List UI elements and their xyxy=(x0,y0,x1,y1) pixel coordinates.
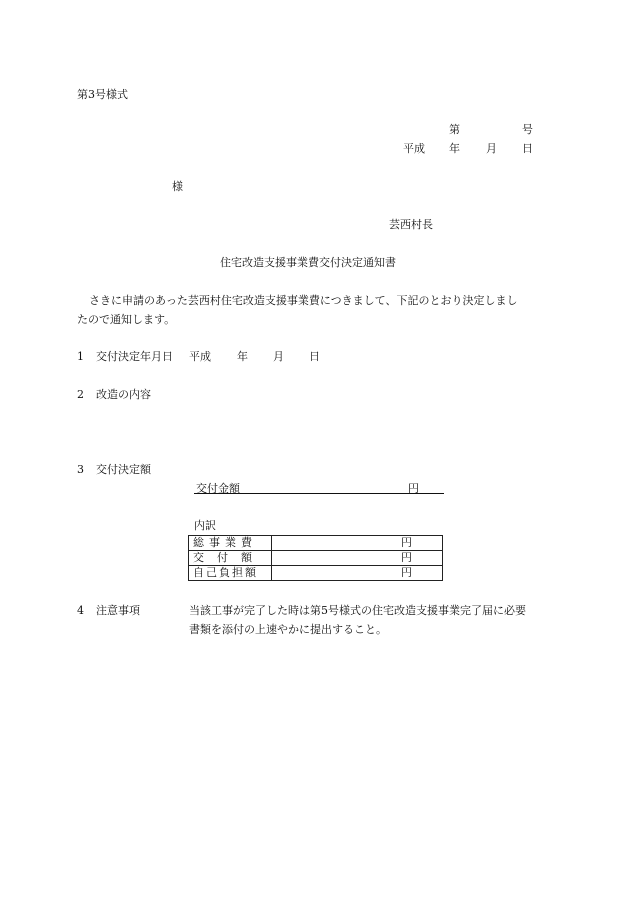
date-month: 月 xyxy=(486,142,497,155)
breakdown-self-unit: 円 xyxy=(272,566,443,581)
breakdown-self-label: 自己負担額 xyxy=(189,566,272,581)
item1-number: 1 xyxy=(77,350,84,363)
breakdown-grant-label: 交付額 xyxy=(189,551,272,566)
date-year: 年 xyxy=(449,142,460,155)
breakdown-row-self xyxy=(189,566,443,581)
document-title: 住宅改造支援事業費交付決定通知書 xyxy=(220,256,396,269)
date-day: 日 xyxy=(522,142,533,155)
amount-unit: 円 xyxy=(408,482,419,495)
item2-label: 改造の内容 xyxy=(96,388,151,401)
breakdown-total-label: 総事業費 xyxy=(189,536,272,551)
date-era: 平成 xyxy=(403,142,425,155)
breakdown-grant-unit: 円 xyxy=(272,551,443,566)
item1-month: 月 xyxy=(273,350,284,363)
amount-underline xyxy=(194,493,444,494)
breakdown-row-grant xyxy=(189,551,443,566)
form-number: 第3号様式 xyxy=(77,88,128,101)
item3-label: 交付決定額 xyxy=(96,463,151,476)
item3-number: 3 xyxy=(77,463,84,476)
item1-label: 交付決定年月日 xyxy=(96,350,173,363)
breakdown-label: 内訳 xyxy=(194,519,216,532)
item1-year: 年 xyxy=(237,350,248,363)
issuer: 芸西村長 xyxy=(389,218,433,231)
item4-label: 注意事項 xyxy=(96,604,140,617)
breakdown-row-total xyxy=(189,536,443,551)
item4-text-line-1: 当該工事が完了した時は第5号様式の住宅改造支援事業完了届に必要 xyxy=(189,604,526,617)
breakdown-total-unit: 円 xyxy=(272,536,443,551)
body-line-1: さきに申請のあった芸西村住宅改造支援事業費につきまして、下記のとおり決定しまし xyxy=(89,294,518,307)
item1-day: 日 xyxy=(309,350,320,363)
addressee-honorific: 様 xyxy=(172,180,183,193)
item2-number: 2 xyxy=(77,388,84,401)
breakdown-table xyxy=(188,535,443,581)
doc-number-go: 号 xyxy=(522,123,533,136)
amount-label: 交付金額 xyxy=(196,482,240,495)
body-line-2: たので通知します。 xyxy=(77,313,176,326)
item4-number: 4 xyxy=(77,604,84,617)
doc-number-dai: 第 xyxy=(449,123,460,136)
item4-text-line-2: 書類を添付の上速やかに提出すること。 xyxy=(189,623,387,636)
item1-era: 平成 xyxy=(189,350,211,363)
